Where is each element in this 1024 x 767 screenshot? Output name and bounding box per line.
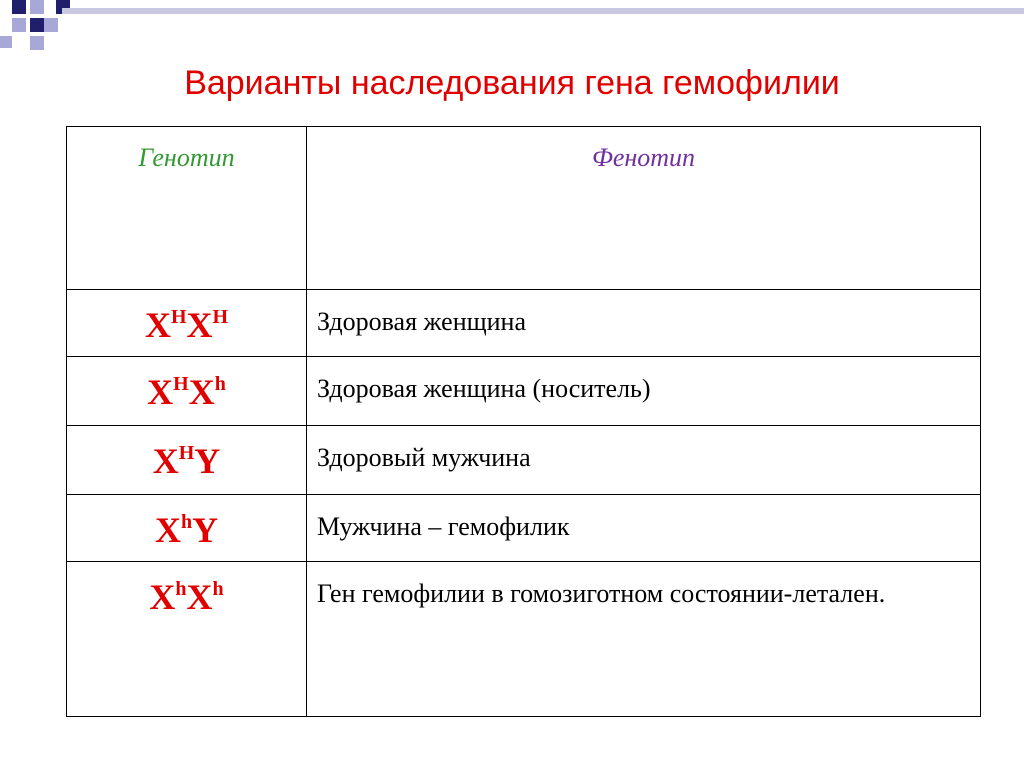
table-row xyxy=(67,562,981,717)
deco-square-dark xyxy=(30,18,44,32)
corner-decoration xyxy=(0,0,1024,60)
deco-square-light xyxy=(30,0,44,14)
genotype-cell: $X^HY$ xyxy=(67,426,307,495)
phenotype-cell: Здоровый мужчина xyxy=(307,426,981,495)
genotype-cell: $X^HX^H$ xyxy=(67,290,307,357)
genotype-cell: $X^hY$ xyxy=(67,495,307,562)
deco-square-dark xyxy=(12,0,26,14)
deco-square-light xyxy=(0,36,12,48)
phenotype-header: Фенотип xyxy=(307,127,981,290)
slide-title: Варианты наследования гена гемофилии xyxy=(184,64,840,102)
table-row xyxy=(67,357,981,426)
deco-square-light xyxy=(12,18,26,32)
phenotype-cell: Здоровая женщина xyxy=(307,290,981,357)
genotype-cell: $X^HX^h$ xyxy=(67,357,307,426)
deco-square-light xyxy=(44,18,58,32)
genotype-cell: $X^hX^h$ xyxy=(67,562,307,717)
phenotype-cell: Здоровая женщина (носитель) xyxy=(307,357,981,426)
table-row xyxy=(67,290,981,357)
table-row xyxy=(67,495,981,562)
phenotype-cell: Мужчина – гемофилик xyxy=(307,495,981,562)
top-bar xyxy=(62,8,1024,14)
table-header-row xyxy=(67,127,981,290)
phenotype-cell: Ген гемофилии в гомозиготном состоянии-леталeн. xyxy=(307,562,981,717)
table-row xyxy=(67,426,981,495)
deco-square-light xyxy=(30,36,44,50)
genotype-header: Генотип xyxy=(67,127,307,290)
genotype-table xyxy=(66,126,981,717)
